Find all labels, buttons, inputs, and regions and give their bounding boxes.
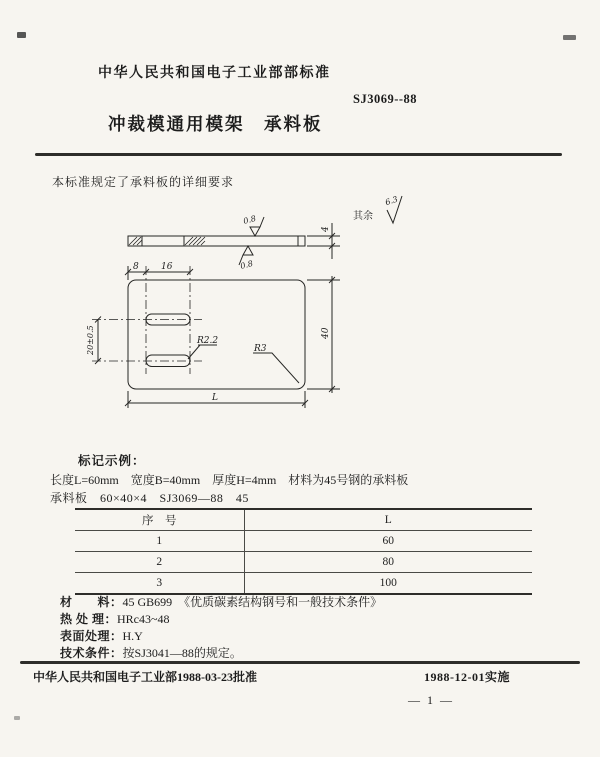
plan-view <box>86 262 340 408</box>
page-number: — 1 — <box>408 693 454 707</box>
horizontal-rule-top <box>35 153 562 156</box>
note-label: 表面处理： <box>60 629 123 643</box>
row-index: 3 <box>75 573 244 595</box>
implementation-date: 1988-12-01实施 <box>424 670 510 684</box>
marking-example-line1: 长度L=60mm 宽度B=40mm 厚度H=4mm 材料为45号钢的承料板 <box>50 473 409 487</box>
bottom-roughness-value: 0.8 <box>239 258 254 271</box>
table-row <box>75 552 532 573</box>
width-dim: 40 <box>321 327 331 339</box>
note-label: 热 处 理： <box>60 612 118 626</box>
section-view <box>128 214 340 271</box>
row-length: 100 <box>379 577 397 589</box>
note-label: 技术条件： <box>60 646 123 660</box>
note-material <box>60 594 382 611</box>
table-header-row <box>75 509 532 531</box>
note-text: H.Y <box>122 629 143 643</box>
note-label: 材 料： <box>60 595 123 609</box>
scan-artifact <box>14 716 20 720</box>
corner-radius-label: R3 <box>254 344 267 354</box>
note-text: 按SJ3041—88的规定。 <box>122 646 242 660</box>
standard-issuer-heading: 中华人民共和国电子工业部部标准 <box>98 66 331 81</box>
note-text: HRc43~48 <box>117 612 170 626</box>
table-row <box>75 531 532 552</box>
approval-statement: 中华人民共和国电子工业部1988-03-23批准 <box>33 670 257 684</box>
note-surface-treatment <box>60 628 382 645</box>
size-table <box>75 508 532 595</box>
row-length: 80 <box>244 552 532 573</box>
technical-drawing <box>60 192 540 444</box>
table-row <box>75 573 532 595</box>
thickness-dim: 4 <box>321 226 331 232</box>
marking-example-heading: 标记示例： <box>78 454 146 468</box>
horizontal-rule-bottom <box>20 661 580 664</box>
note-text: 45 GB699 《优质碳素结构钢号和一般技术条件》 <box>122 595 383 609</box>
scope-statement: 本标准规定了承料板的详细要求 <box>52 175 235 189</box>
col-header-length: L <box>244 509 532 531</box>
standard-number: SJ3069--88 <box>353 92 418 106</box>
top-roughness-value: 0.8 <box>242 213 257 226</box>
slot-radius-label: R2.2 <box>197 336 219 346</box>
length-dim: L <box>212 393 218 403</box>
row-index: 2 <box>75 552 244 573</box>
row-length: 60 <box>244 531 532 552</box>
general-roughness-value: 6.3 <box>384 194 399 208</box>
marking-example-line2: 承料板 60×40×4 SJ3069—88 45 <box>50 491 249 505</box>
technical-notes <box>60 594 382 662</box>
general-roughness-label: 其余 <box>353 211 373 222</box>
general-roughness-symbol <box>353 195 402 223</box>
dim-edge-to-slot: 8 <box>133 262 139 272</box>
scan-artifact <box>563 35 576 40</box>
dim-slot-spacing: 20±0.5 <box>86 325 95 355</box>
note-heat-treatment <box>60 611 382 628</box>
note-technical-conditions <box>60 645 382 662</box>
row-index: 1 <box>75 531 244 552</box>
document-title: 冲裁模通用模架 承料板 <box>108 114 323 134</box>
col-header-index: 序 号 <box>75 509 244 531</box>
scan-artifact <box>17 32 26 38</box>
dim-slot-length: 16 <box>161 262 173 272</box>
